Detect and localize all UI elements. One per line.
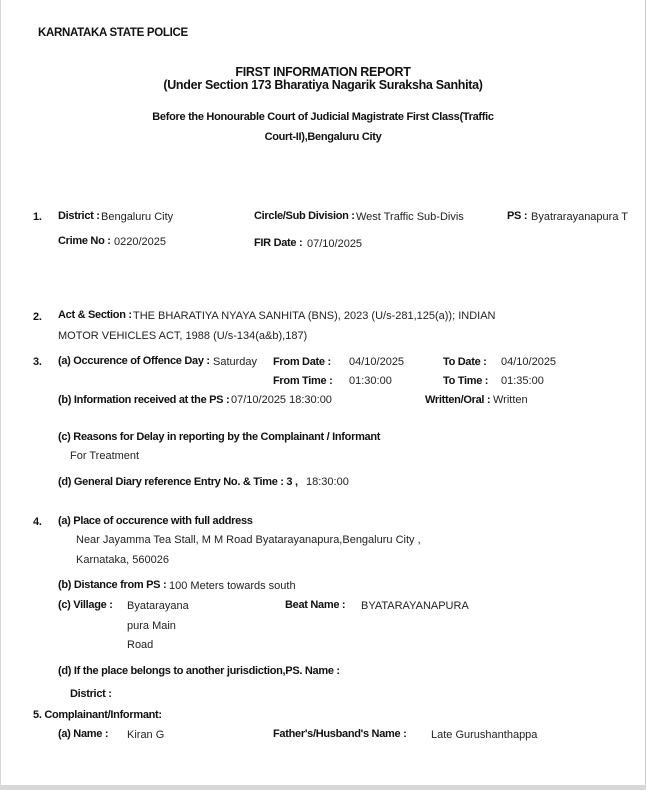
general-diary-time: 18:30:00 bbox=[306, 476, 349, 488]
org-name: KARNATAKA STATE POLICE bbox=[38, 27, 188, 39]
section-number-3: 3. bbox=[33, 356, 42, 368]
offence-day-label: (a) Occurence of Offence Day : bbox=[58, 355, 210, 367]
distance-value: 100 Meters towards south bbox=[169, 580, 296, 592]
beat-name-value: BYATARAYANAPURA bbox=[361, 600, 469, 612]
address-line-1: Near Jayamma Tea Stall, M M Road Byatarayanapura,Bengaluru City , bbox=[76, 534, 421, 546]
fir-date-value: 07/10/2025 bbox=[307, 238, 363, 250]
court-line-2: Court-II),Bengaluru City bbox=[264, 131, 382, 143]
address-line-2: Karnataka, 560026 bbox=[76, 554, 169, 566]
section-number-2: 2. bbox=[33, 311, 42, 323]
act-section-label: Act & Section : bbox=[58, 309, 132, 321]
general-diary-label: (d) General Diary reference Entry No. & Time : 3 , bbox=[58, 476, 298, 488]
village-line-2: pura Main bbox=[127, 620, 176, 632]
village-label: (c) Village : bbox=[58, 599, 113, 611]
from-date-value: 04/10/2025 bbox=[349, 356, 405, 368]
crime-no-value: 0220/2025 bbox=[114, 236, 166, 248]
village-line-1: Byatarayana bbox=[127, 600, 189, 612]
circle-value: West Traffic Sub-Divis bbox=[356, 211, 464, 223]
to-time-label: To Time : bbox=[443, 375, 489, 387]
info-received-label: (b) Information received at the PS : bbox=[58, 394, 230, 406]
district-label: District : bbox=[58, 210, 100, 222]
offence-day-value: Saturday bbox=[213, 356, 258, 368]
district-value: Bengaluru City bbox=[101, 211, 174, 223]
ps-value: Byatrarayanapura T bbox=[531, 211, 629, 223]
info-received-value: 07/10/2025 18:30:00 bbox=[231, 394, 332, 406]
section-number-4: 4. bbox=[33, 516, 42, 528]
delay-reason-value: For Treatment bbox=[70, 450, 140, 462]
written-oral-value: Written bbox=[493, 394, 528, 406]
place-occurence-label: (a) Place of occurence with full address bbox=[58, 515, 253, 527]
distance-label: (b) Distance from PS : bbox=[58, 579, 167, 591]
complainant-section-label: 5. Complainant/Informant: bbox=[33, 709, 162, 721]
section-number-1: 1. bbox=[33, 211, 42, 223]
act-section-value-2: MOTOR VEHICLES ACT, 1988 (U/s-134(a&b),187) bbox=[58, 330, 308, 342]
to-date-value: 04/10/2025 bbox=[501, 356, 557, 368]
father-husband-label: Father's/Husband's Name : bbox=[273, 728, 407, 740]
fir-date-label: FIR Date : bbox=[254, 237, 303, 249]
from-time-value: 01:30:00 bbox=[349, 375, 392, 387]
complainant-name-label: (a) Name : bbox=[58, 728, 109, 740]
crime-no-label: Crime No : bbox=[58, 235, 111, 247]
page-bottom-edge bbox=[0, 785, 646, 790]
jurisdiction-district-label: District : bbox=[70, 688, 112, 700]
ps-label: PS : bbox=[507, 210, 528, 222]
court-line-1: Before the Honourable Court of Judicial Magistrate First Class(Traffic bbox=[152, 111, 494, 123]
complainant-name-value: Kiran G bbox=[127, 729, 165, 741]
village-line-3: Road bbox=[127, 639, 154, 651]
circle-label: Circle/Sub Division : bbox=[254, 210, 355, 222]
act-section-value-1: THE BHARATIYA NYAYA SANHITA (BNS), 2023 (U/s-281,125(a)); INDIAN bbox=[133, 310, 496, 322]
father-husband-value: Late Gurushanthappa bbox=[431, 729, 538, 741]
from-time-label: From Time : bbox=[273, 375, 333, 387]
to-time-value: 01:35:00 bbox=[501, 375, 544, 387]
beat-name-label: Beat Name : bbox=[285, 599, 346, 611]
document-title: FIRST INFORMATION REPORT bbox=[235, 65, 411, 79]
from-date-label: From Date : bbox=[273, 356, 331, 368]
to-date-label: To Date : bbox=[443, 356, 487, 368]
delay-reason-label: (c) Reasons for Delay in reporting by the Complainant / Informant bbox=[58, 431, 381, 443]
written-oral-label: Written/Oral : bbox=[425, 394, 491, 406]
document-subtitle: (Under Section 173 Bharatiya Nagarik Suraksha Sanhita) bbox=[163, 78, 483, 92]
jurisdiction-label: (d) If the place belongs to another jurisdiction,PS. Name : bbox=[58, 665, 340, 677]
